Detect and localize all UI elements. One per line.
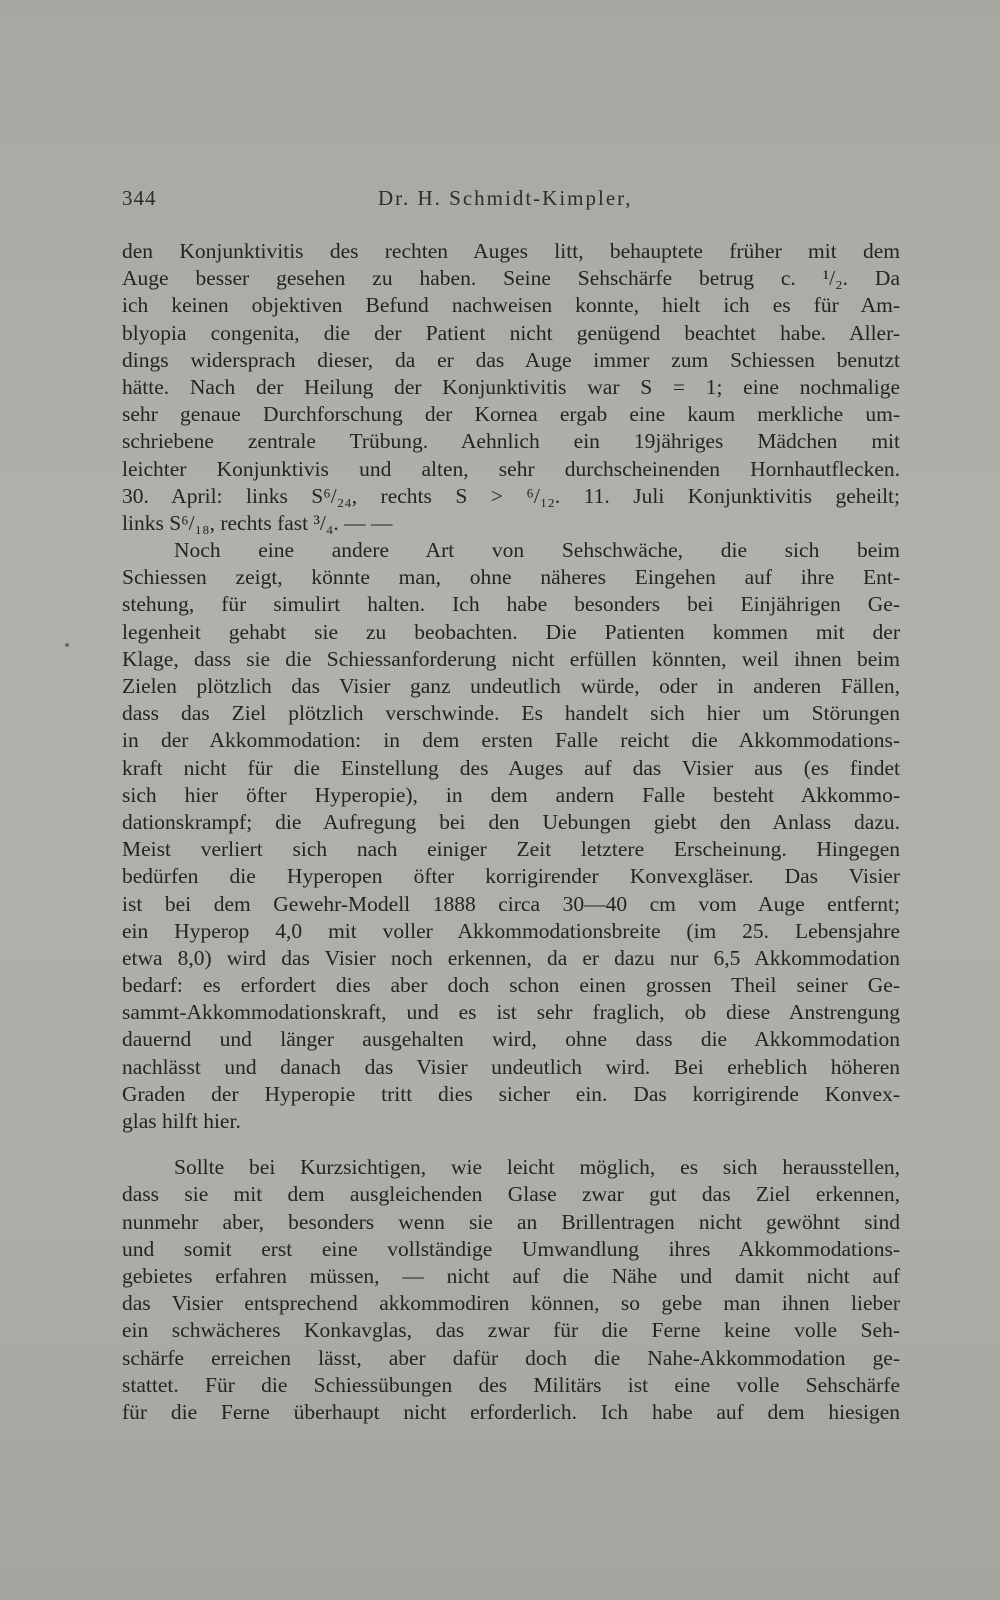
text-line: Auge besser gesehen zu haben. Seine Sehschärfe betrug c. ¹/₂. Da — [122, 266, 900, 291]
text-line: Schiessen zeigt, könnte man, ohne näheres Eingehen auf ihre Ent- — [122, 565, 900, 590]
text-line: dings widersprach dieser, da er das Auge immer zum Schiessen benutzt — [122, 347, 900, 372]
text-line: links S⁶/₁₈, rechts fast ³/₄. — — — [122, 510, 393, 535]
text-line: gebietes erfahren müssen, — nicht auf die Nähe und damit nicht auf — [122, 1263, 900, 1288]
text-line: Graden der Hyperopie tritt dies sicher ein. Das korrigirende Konvex- — [122, 1081, 900, 1106]
body-text — [122, 238, 900, 1426]
text-line: ist bei dem Gewehr-Modell 1888 circa 30—40 cm vom Auge entfernt; — [122, 891, 900, 916]
paragraph-accommodation — [122, 537, 900, 1135]
running-title: Dr. H. Schmidt-Kimpler, — [378, 186, 633, 210]
text-line: dationskrampf; die Aufregung bei den Uebungen giebt den Anlass dazu. — [122, 809, 900, 834]
text-line: dass das Ziel plötzlich verschwinde. Es handelt sich hier um Störungen — [122, 701, 900, 726]
text-line: in der Akkommodation: in dem ersten Falle reicht die Akkommodations- — [122, 728, 900, 753]
text-line: sich hier öfter Hyperopie), in dem andern Falle besteht Akkommo- — [122, 782, 900, 807]
text-line: kraft nicht für die Einstellung des Auges auf das Visier aus (es findet — [122, 755, 900, 780]
text-line: ein schwächeres Konkavglas, das zwar für die Ferne keine volle Seh- — [122, 1318, 900, 1343]
text-line: Klage, dass sie die Schiessanforderung nicht erfüllen könnten, weil ihnen beim — [122, 646, 900, 671]
text-line: nunmehr aber, besonders wenn sie an Brillentragen nicht gewöhnt sind — [122, 1209, 900, 1234]
page-number: 344 — [122, 186, 157, 210]
text-line: ein Hyperop 4,0 mit voller Akkommodationsbreite (im 25. Lebensjahre — [122, 918, 900, 943]
text-line: ich keinen objektiven Befund nachweisen konnte, hielt ich es für Am- — [122, 293, 900, 318]
text-line: hätte. Nach der Heilung der Konjunktivitis war S = 1; eine nochmalige — [122, 374, 900, 399]
paragraph-case-report — [122, 238, 900, 537]
text-line: Noch eine andere Art von Sehschwäche, die sich beim — [174, 538, 900, 563]
text-line: bedürfen die Hyperopen öfter korrigirender Konvexgläser. Das Visier — [122, 864, 900, 889]
text-line: stattet. Für die Schiessübungen des Militärs ist eine volle Sehschärfe — [122, 1372, 900, 1397]
text-line: bedarf: es erfordert dies aber doch schon einen grossen Theil seiner Ge- — [122, 973, 900, 998]
text-line: sehr genaue Durchforschung der Kornea ergab eine kaum merkliche um- — [122, 402, 900, 427]
margin-speck — [65, 643, 69, 647]
text-line: blyopia congenita, die der Patient nicht genügend beachtet habe. Aller- — [122, 320, 900, 345]
text-line: leichter Konjunktivis und alten, sehr durchscheinenden Hornhautflecken. — [122, 456, 900, 481]
text-line: Sollte bei Kurzsichtigen, wie leicht möglich, es sich herausstellen, — [174, 1155, 900, 1180]
text-line: Zielen plötzlich das Visier ganz undeutlich würde, oder in anderen Fällen, — [122, 674, 900, 698]
text-line: das Visier entsprechend akkommodiren können, so gebe man ihnen lieber — [122, 1291, 900, 1316]
paragraph-gap — [122, 1135, 900, 1154]
text-line: den Konjunktivitis des rechten Auges litt, behauptete früher mit dem — [122, 239, 900, 263]
text-line: und somit erst eine vollständige Umwandlung ihres Akkommodations- — [122, 1236, 900, 1261]
text-line: 30. April: links S⁶/₂₄, rechts S > ⁶/₁₂. 11. Juli Konjunktivitis geheilt; — [122, 483, 900, 508]
text-line: etwa 8,0) wird das Visier noch erkennen, da er dazu nur 6,5 Akkommodation — [122, 945, 900, 970]
paragraph-myopia — [122, 1154, 900, 1426]
text-line: für die Ferne überhaupt nicht erforderlich. Ich habe auf dem hiesigen — [122, 1399, 900, 1424]
text-line: legenheit gehabt sie zu beobachten. Die Patienten kommen mit der — [122, 619, 900, 644]
text-line: stehung, für simulirt halten. Ich habe besonders bei Einjährigen Ge- — [122, 592, 900, 617]
text-line: glas hilft hier. — [122, 1109, 241, 1133]
text-line: dass sie mit dem ausgleichenden Glase zwar gut das Ziel erkennen, — [122, 1182, 900, 1207]
text-line: schriebene zentrale Trübung. Aehnlich ein 19jähriges Mädchen mit — [122, 429, 900, 454]
text-line: schärfe erreichen lässt, aber dafür doch die Nahe-Akkommodation ge- — [122, 1345, 900, 1370]
text-line: sammt-Akkommodationskraft, und es ist sehr fraglich, ob diese Anstrengung — [122, 1000, 900, 1025]
text-line: dauernd und länger ausgehalten wird, ohne dass die Akkommodation — [122, 1027, 900, 1052]
running-head — [122, 186, 902, 218]
text-line: Meist verliert sich nach einiger Zeit letztere Erscheinung. Hingegen — [122, 837, 900, 862]
text-line: nachlässt und danach das Visier undeutlich wird. Bei erheblich höheren — [122, 1054, 900, 1079]
